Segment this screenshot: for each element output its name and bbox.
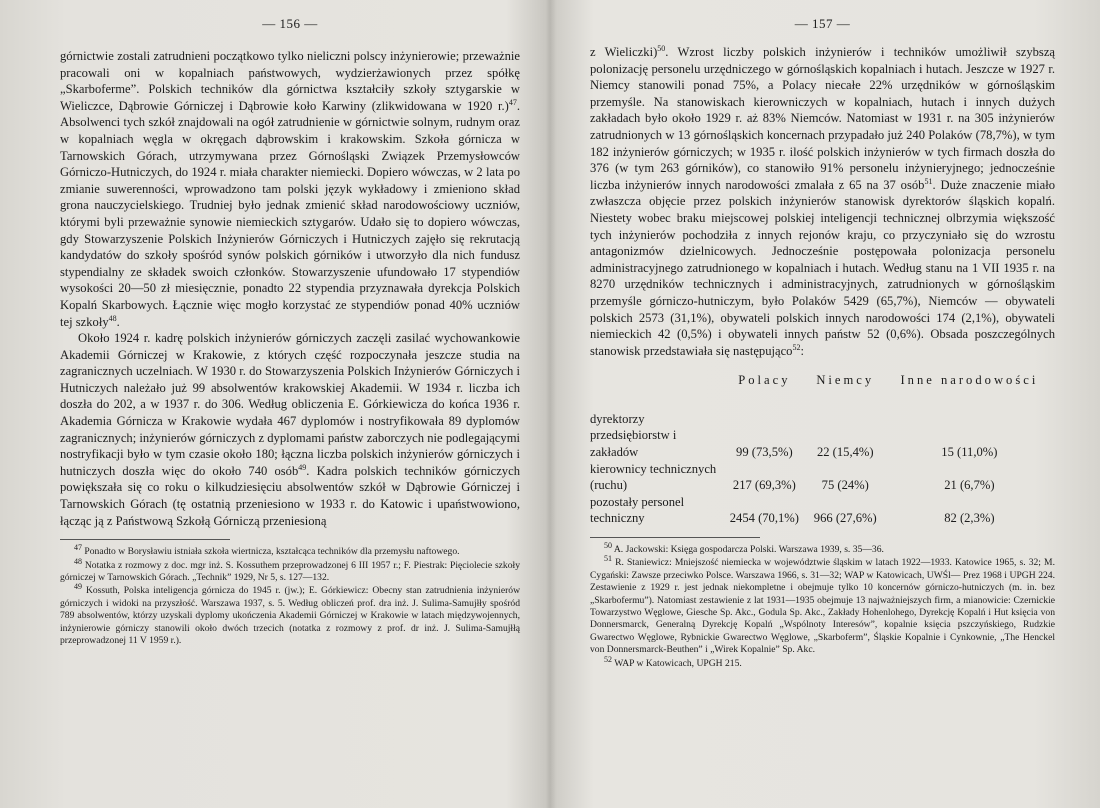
- footnote-47: $^{47}$ Ponadto w Borysławiu istniała szkoła wiertnicza, kształcąca techników dla przemysłu naftowego.: [74, 543, 460, 558]
- footnote-49: $^{49}$ Kossuth, Polska inteligencja górnicza do 1945 r. (jw.); E. Górkiewicz: Obecny stan zatrudnienia inżynierów górniczych i widoki na przyszłość. Warszawa 1937, s. 5. Według obliczeń prof. dra inż. J. Sulima-Samujłły spośród 789 absolwentów, którzy uzyskali dyplomy ukończenia Akademii Górniczej w Krakowie w latach międzywojennych, inżynierowie górniczy stanowili około dwóch trzecich (notatka z rozmowy z prof. dr inż. J. Sulima-Samujłłą przeprowadzonej 11 V 1959 r.).: [60, 582, 520, 647]
- cell-polacy: 99 (73,5%): [736, 445, 793, 460]
- footnote-ref-51[interactable]: 51: [924, 176, 933, 186]
- footnote-divider: [590, 537, 760, 538]
- right-body-text: [590, 44, 1055, 359]
- table-row: [590, 411, 1055, 461]
- left-footnotes: [60, 543, 520, 647]
- cell-inne: 21 (6,7%): [944, 478, 995, 493]
- page-number-right: — 157 —: [794, 16, 851, 31]
- cell-niemcy: 75 (24%): [821, 478, 869, 493]
- row-label: pozostały personel techniczny: [590, 494, 685, 526]
- row-label: dyrektorzy przedsiębiorstw i zakładów: [590, 411, 677, 460]
- paragraph-3: z Wieliczki)$^{50}$. Wzrost liczby polskich inżynierów i techników umożliwił szybszą polonizację personelu urzędniczego w górnośląskich kopalniach i hutach. Jeszcze w 1927 r. Niemcy stanowili ponad 75%, a Polacy niecałe 22% urzędników w górnośląskim przemyśle. Na stanowiskach kierowniczych w kopalniach, hutach i innych dużych zakładach było około 1929 r. aż 83% Niemców. Natomiast w 1931 r. na 305 inżynierów zatrudnionych w 13 górnośląskich koncernach przypadało już 240 Polaków (78,7%), w tym 182 inżynierów górniczych; w 1935 r. ilość polskich inżynierów w tych firmach doszła do 376 (w tym 263 górników), co stanowiło 91% personelu inżynieryjnego; jednocześnie liczba inżynierów innych narodowości zmalała z 65 na 37 osób$^{51}$. Duże znaczenie miało zwłaszcza objęcie przez polskich inżynierów stanowisk dyrektorów śląskich kopalń. Niestety wobec braku miejscowej polskiej inteligencji technicznej olbrzymia większość tych inżynierów pochodziła z innych rejonów kraju, co przyczyniało się do wzrostu antagonizmów dzielnicowych. Jednocześnie postępowała polonizacja personelu administracyjnego zatrudnionego w kopalniach i hutach. Według stanu na 1 VII 1935 r. na 8270 urzędników technicznych i administracyjnych, zatrudnionych w górnośląskim przemyśle górniczo-hutniczym, było Polaków 5429 (65,7%), Niemców — obywateli polskich 2573 (31,1%), obywateli polskich innych narodowości 174 (2,1%), obywateli niemieckich 42 (0,5%) i obywateli innych państw 52 (0,6%). Obsada poszczególnych stanowisk przedstawiała się następująco$^{52}$:: [590, 43, 1055, 358]
- table-header-empty: [590, 371, 722, 411]
- table-header-polacy: Polacy: [738, 373, 791, 388]
- footnote-divider: [60, 539, 230, 540]
- staff-statistics-table: [590, 371, 1055, 527]
- footnote-ref-49[interactable]: 49: [298, 462, 307, 472]
- cell-niemcy: 966 (27,6%): [813, 511, 877, 526]
- table-header-row: [590, 371, 1055, 411]
- footnote-51: $^{51}$ R. Staniewicz: Mniejszość niemiecka w województwie śląskim w latach 1922—1933. Katowice 1965, s. 32; M. Cygański: Zawsze przeciwko Polsce. Warszawa 1966, s. 31—32; WAP w Katowicach, UWŚl— Prez 1968 i UPGH 224. Zestawienie z 1929 r. jest jednak niekompletne i obejmuje tylko 10 koncernów górniczo-hutniczych (m. in. bez „Skarbofermu”). Natomiast zestawienie z lat 1931—1935 obejmuje 13 najważniejszych firm, a mianowicie: Czernickie Towarzystwo Węglowe, Giesche Sp. Akc., Godula Sp. Akc., Zakłady Hohenlohego, Dyrekcję Kopalń i Hut księcia von Donnersmarck, Generalną Dyrekcję Kopalń „Wspólnoty Interesów”, kopalnie księcia pszczyńskiego, Rudzkie Gwarectwo Węglowe, Rybnickie Gwarectwo Węglowe, „Skarboferm”, Śląskie Kopalnie i Cynkownie, „The Henckel von Donnersmarck-Beuthen” i „Wirek Kopalnie” Sp. Akc.: [590, 554, 1055, 656]
- footnote-ref-52[interactable]: 52: [792, 342, 801, 352]
- table-header-niemcy: Niemcy: [816, 373, 875, 388]
- footnote-ref-48[interactable]: 48: [108, 313, 117, 323]
- cell-polacy: 217 (69,3%): [732, 478, 796, 493]
- footnote-ref-47[interactable]: 47: [508, 97, 517, 107]
- right-footnotes: [590, 540, 1055, 670]
- cell-polacy: 2454 (70,1%): [729, 511, 799, 526]
- footnote-48: $^{48}$ Notatka z rozmowy z doc. mgr inż. S. Kossuthem przeprowadzonej 6 III 1957 r.; F. Piestrak: Pięciolecie szkoły górniczej w Tarnowskich Górach. „Technik” 1929, Nr 5, s. 127—132.: [60, 556, 520, 584]
- left-body-text: [60, 48, 520, 529]
- footnote-52: $^{52}$ WAP w Katowicach, UPGH 215.: [604, 654, 742, 669]
- footnote-50: $^{50}$ A. Jackowski: Księga gospodarcza Polski. Warszawa 1939, s. 35—36.: [604, 540, 884, 556]
- paragraph-1: górnictwie zostali zatrudnieni początkowo tylko nieliczni polscy inżynierowie; przeważnie pracowali oni w kopalniach państwowych, wydzierżawionych przez spółkę „Skarboferme”. Polskich techników dla górnictwa kształciły szkoły sztygarskie w Wieliczce, Dąbrowie Górniczej i Dąbrowie koło Karwiny (zlikwidowana w 1920 r.)$^{47}$. Absolwenci tych szkół znajdowali na ogół zatrudnienie w górnictwie solnym, rudnym oraz w kopalniach węgla w okręgach dąbrowskim i krakowskim. Szkoła górnicza w Tarnowskich Górach, utrzymywana przez Górnośląski Związek Przemysłowców Górniczo-Hutniczych, do 1924 r. miała charakter niemiecki. Dopiero wówczas, w 2 lata po zmianie suwerenności, wprowadzono tam polski język wykładowy i zmieniono skład grona nauczycielskiego. Trudniej było jednak zmienić skład narodowościowy uczniów, którymi byli przeważnie synowie niemieckich sztygarów. Udało się to dopiero wówczas, gdy Stowarzyszenie Polskich Inżynierów Górniczych i Hutniczych zajęło się rekrutacją kandydatów do szkoły spośród synów polskich górników i utworzyło dla nich fundusz stypendialny ze składek swoich członków. Stowarzyszenie ufundowało 17 stypendiów wysokości 20—50 zł miesięcznie, ponadto 22 stypendia przyznawała dyrekcja Polskich Kopalń Skarbowych. Łącznie więc mogło korzystać ze stypendiów ponad 40% uczniów tej szkoły$^{48}$.: [60, 49, 520, 329]
- paragraph-2: Około 1924 r. kadrę polskich inżynierów górniczych zaczęli zasilać wychowankowie Akademii Górniczej w Krakowie, z których część rozpoczynała jeszcze studia na zagranicznych uczelniach. W 1930 r. do Stowarzyszenia Polskich Inżynierów Górniczych i Hutniczych należało już 99 absolwentów krakowskiej Akademii. W 1934 r. liczba ich doszła do 202, a w 1937 r. do 306. Według obliczenia E. Górkiewicza do końca 1936 r. Akademia Górnicza w Krakowie wydała 467 dyplomów i nostryfikowała 89 dyplomów zagranicznych; inżynierów górniczych z dyplomami państw zaborczych nie podlegającymi nostryfikacji było w tym czasie około 180; łączna liczba polskich inżynierów górniczych i hutniczych doszła więc do około 740 osób$^{49}$. Kadra polskich techników górniczych powiększała się co roku o kilkudziesięciu absolwentów szkół w Dąbrowie Górniczej i Tarnowskich Górach (tę ostatnią przeniesiono w 1933 r. do Katowic i upaństwowiono, łącząc ją z Państwową Szkołą Górniczą przeniesioną: [60, 331, 520, 528]
- right-page: [550, 0, 1100, 808]
- cell-inne: 82 (2,3%): [944, 511, 995, 526]
- table-row: [590, 461, 1055, 494]
- footnote-ref-50[interactable]: 50: [657, 43, 666, 53]
- cell-niemcy: 22 (15,4%): [816, 445, 874, 460]
- page-number-left: — 156 —: [262, 16, 318, 31]
- row-label: kierownicy technicznych (ruchu): [590, 461, 717, 493]
- table-header-inne: Inne narodowości: [900, 373, 1039, 388]
- table-row: [590, 494, 1055, 527]
- cell-inne: 15 (11,0%): [941, 445, 998, 460]
